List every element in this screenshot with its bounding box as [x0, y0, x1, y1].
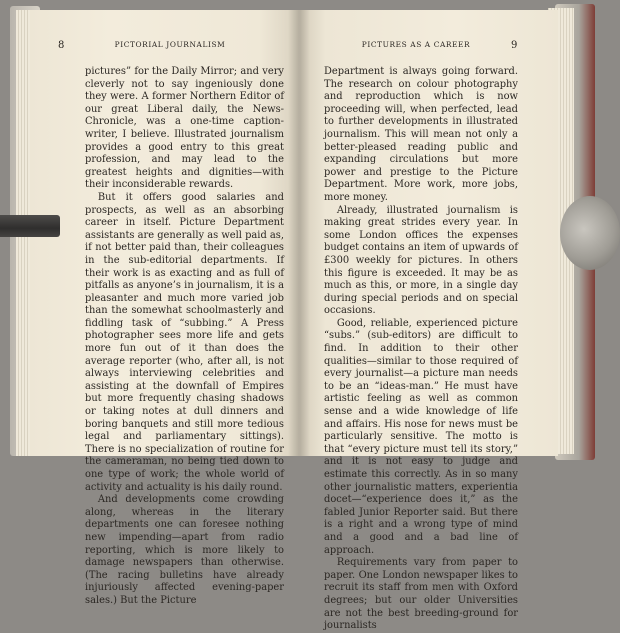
- page-clip-right: [560, 196, 620, 270]
- right-page-header: [324, 40, 518, 51]
- right-page-text: [324, 66, 518, 633]
- right-paragraph-2: Already, illustrated journalism is making great strides every year. In some London offices the expenses budget contains an item of upwards of £300 weekly for pictures. In others this figure is exceeded. It may be as much as this, or more, in a single day during special periods and on special occasions.: [324, 204, 518, 317]
- left-running-head: PICTORIAL JOURNALISM: [114, 40, 226, 49]
- left-paragraph-1: pictures” for the Daily Mirror; and very cleverly not to say ingeniously done they were. A former Northern Editor of our great Liberal daily, the News-Chronicle, was a one-time caption-writer, I believe. Illustrated journalism provides a good entry to this great profession, and may lead to the greatest heights and dignities—with their inconsiderable rewards.: [85, 66, 284, 191]
- right-paragraph-1: Department is always going forward. The research on colour photography and reproduction which is now proceeding will, when perfected, lead to further developments in illustrated journalism. This will mean not only a better-pleased reading public and expanding circulations but more power and prestige to the Picture Department. More work, more jobs, more money.: [324, 66, 518, 203]
- left-page: [30, 10, 300, 606]
- right-paragraph-4: Requirements vary from paper to paper. One London newspaper likes to recruit its staff from men with Oxford degrees; but our older Universities are not the best breeding-ground for journalists: [324, 557, 518, 632]
- right-page-number: 9: [511, 40, 518, 51]
- right-running-head: PICTURES AS A CAREER: [361, 40, 471, 49]
- left-paragraph-2: But it offers good salaries and prospects, as well as an absorbing career in itself. Picture Department assistants are generally as well paid as, if not better paid than, their colleagues in the sub-editorial departments. If their work is as exacting and as full of pitfalls as anyone’s in journalism, it is a pleasanter and much more varied job than the somewhat schoolmasterly and fiddling task of “subbing.” A Press photographer sees more life and gets more fun out of it than does the average reporter (who, after all, is not always interviewing celebrities and assisting at the downfall of Empires but more frequently chasing shadows or taking notes at dull dinners and boring banquets and still more tedious legal and parliamentary sittings). There is no specialization of routine for the cameraman, no being tied down to one type of work; the whole world of activity and actuality is his daily round.: [85, 191, 285, 493]
- left-page-text: [85, 66, 284, 608]
- left-paragraph-3: And developments come crowding along, whereas in the literary departments one can foresee nothing new impending—apart from radio reporting, which is more likely to damage newspapers than otherwise. (The racing bulletins have already injuriously affected evening-paper sales.) But the Picture: [85, 494, 284, 606]
- left-page-header: [58, 40, 272, 51]
- right-paragraph-3: Good, reliable, experienced picture “subs.” (sub-editors) are difficult to find. In addition to their other qualities—similar to those required of every journalist—a picture man needs to be an “ideas-man.” He must have artistic feeling as well as common sense and a wide knowledge of life and affairs. His nose for news must be particularly sensitive. The motto is that “every picture must tell its story,” and it is not easy to judge and estimate this correctly. As in so many other journalistic matters, experientia docet—“experience does it,” as the fabled Junior Reporter said. But there is a right and a wrong type of mind and a good and a bad line of approach.: [324, 317, 518, 556]
- left-page-number: 8: [58, 40, 65, 51]
- book-gutter-shadow: [288, 10, 310, 456]
- right-page: [300, 10, 558, 632]
- page-clip-left: [0, 215, 60, 237]
